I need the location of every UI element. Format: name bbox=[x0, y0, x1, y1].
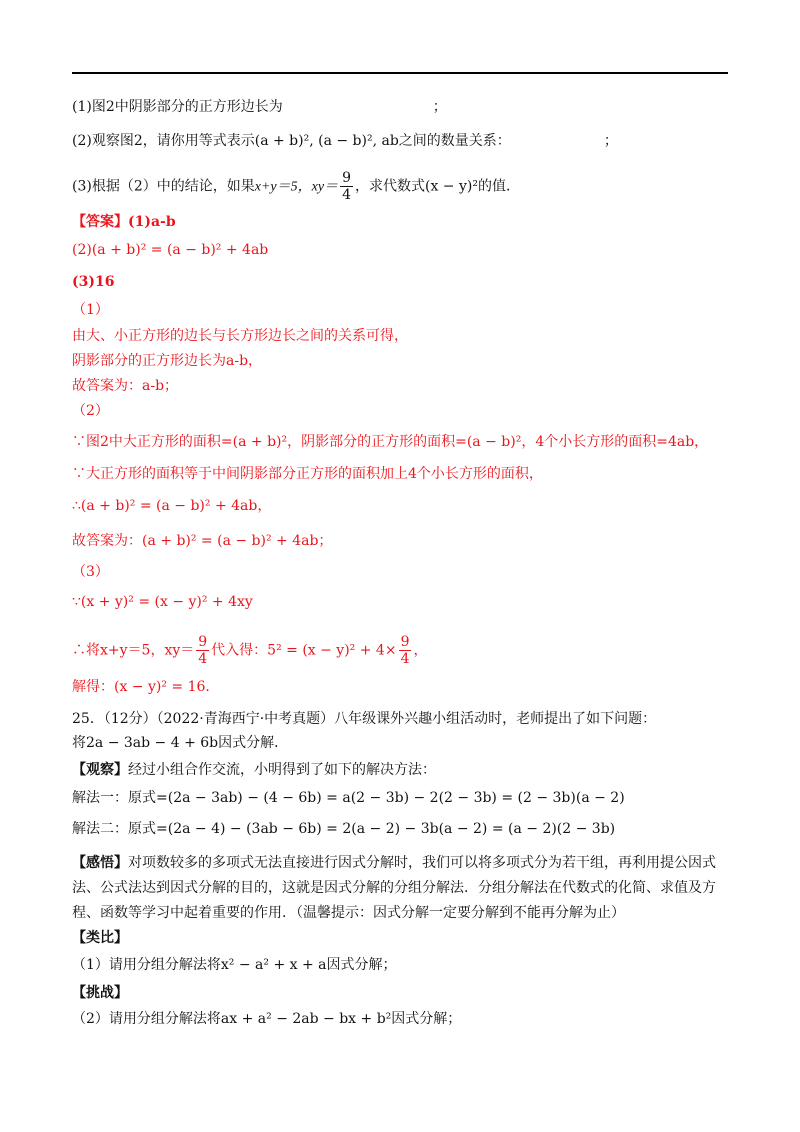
question-2: (2)观察图2，请你用等式表示(a + b)², (a − b)², ab之间的数量关系： ； bbox=[72, 133, 618, 149]
insight-line-1: 【感悟】对项数较多的多项式无法直接进行因式分解时，我们可以将多项式分为若干组，再利用提公因式 bbox=[72, 855, 716, 871]
fraction-nine-fourths: $\frac{9}{4}$ bbox=[400, 634, 410, 667]
solution-3-line-a: ∵(x + y)² = (x − y)² + 4xy bbox=[72, 594, 253, 610]
challenge-question: （2）请用分组分解法将ax + a² − 2ab − bx + b²因式分解； bbox=[72, 1011, 462, 1027]
challenge-label: 【挑战】 bbox=[72, 985, 128, 1001]
solution-1-line-c: 故答案为：a-b； bbox=[72, 378, 179, 394]
fraction-nine-fourths: $\frac{9}{4}$ bbox=[198, 634, 208, 667]
solution-method-1: 解法一：原式=(2a − 3ab) − (4 − 6b) = a(2 − 3b) − 2(2 − 3b) = (2 − 3b)(a − 2) bbox=[72, 790, 625, 806]
solution-part-2-label: （2） bbox=[72, 403, 109, 419]
solution-2-line-c: ∴(a + b)² = (a − b)² + 4ab， bbox=[72, 498, 272, 514]
solution-method-2: 解法二：原式=(2a − 4) − (3ab − 6b) = 2(a − 2) − 3b(a − 2) = (a − 2)(2 − 3b) bbox=[72, 821, 616, 837]
insight-line-2: 法、公式法达到因式分解的目的，这就是因式分解的分组分解法．分组分解法在代数式的化简、求值及方 bbox=[72, 880, 716, 896]
fraction-nine-fourths: $\frac{9}{4}$ bbox=[342, 170, 351, 203]
solution-2-line-b: ∵大正方形的面积等于中间阴影部分正方形的面积加上4个小长方形的面积， bbox=[72, 466, 543, 482]
solution-2-line-d: 故答案为：(a + b)² = (a − b)² + 4ab； bbox=[72, 533, 333, 549]
solution-1-line-a: 由大、小正方形的边长与长方形边长之间的关系可得， bbox=[72, 328, 408, 344]
solution-part-1-label: （1） bbox=[72, 302, 109, 318]
solution-part-3-label: （3） bbox=[72, 564, 109, 580]
solution-1-line-b: 阴影部分的正方形边长为a-b， bbox=[72, 353, 263, 369]
solution-3-line-c: 解得：(x − y)² = 16． bbox=[72, 679, 220, 695]
solution-2-line-a: ∵图2中大正方形的面积=(a + b)²，阴影部分的正方形的面积=(a − b)²，4个小长方形的面积=4ab， bbox=[72, 434, 709, 450]
header-rule bbox=[72, 72, 728, 74]
observation-intro: 【观察】经过小组合作交流，小明得到了如下的解决方法： bbox=[72, 762, 436, 778]
analogy-question: （1）请用分组分解法将x² − a² + x + a因式分解； bbox=[72, 957, 397, 973]
question-3: (3)根据（2）中的结论，如果x+y＝5，xy＝ $\frac{9}{4}$ ，求代数式(x − y)²的值． bbox=[72, 170, 520, 203]
insight-line-3: 程、函数等学习中起着重要的作用．（温馨提示：因式分解一定要分解到不能再分解为止） bbox=[72, 905, 625, 921]
answer-line-3: (3)16 bbox=[72, 274, 115, 290]
answer-line-1: 【答案】(1)a-b bbox=[72, 214, 176, 230]
question-1: (1)图2中阴影部分的正方形边长为 ； bbox=[72, 99, 447, 115]
problem-25-header: 25．（12分）（2022·青海西宁·中考真题）八年级课外兴趣小组活动时，老师提出了如下问题： bbox=[72, 711, 657, 727]
problem-25-task: 将2a − 3ab − 4 + 6b因式分解． bbox=[72, 735, 289, 751]
analogy-label: 【类比】 bbox=[72, 930, 128, 946]
solution-3-line-b: ∴将x+y＝5，xy＝ $\frac{9}{4}$ 代入得：5² = (x − y)² + 4× $\frac{9}{4}$ ， bbox=[72, 634, 428, 667]
answer-line-2: (2)(a + b)² = (a − b)² + 4ab bbox=[72, 242, 269, 258]
